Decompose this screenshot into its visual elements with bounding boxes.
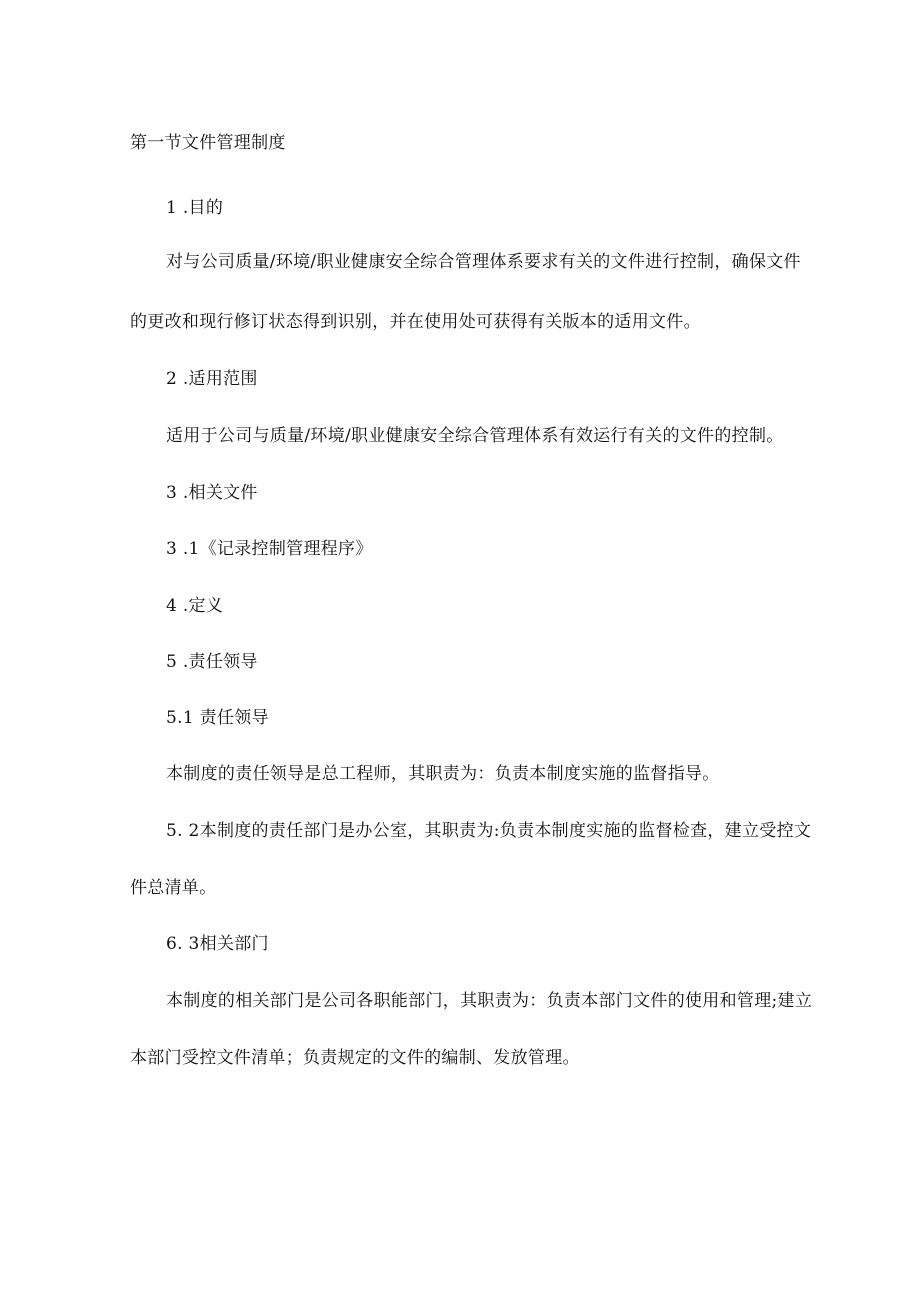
section-title: 第一节文件管理制度 — [130, 133, 286, 153]
paragraph-responsible-department-line-2: 件总清单。 — [130, 878, 217, 898]
subheading-responsible-leader: 5.1 责任领导 — [166, 708, 269, 728]
paragraph-related-departments-line-2: 本部门受控文件清单；负责规定的文件的编制、发放管理。 — [130, 1048, 580, 1068]
paragraph-purpose-line-1: 对与公司质量/环境/职业健康安全综合管理体系要求有关的文件进行控制，确保文件 — [166, 252, 801, 272]
subheading-related-departments: 6. 3相关部门 — [166, 934, 269, 954]
heading-purpose: 1 .目的 — [166, 198, 224, 218]
heading-responsible-leadership: 5 .责任领导 — [166, 652, 258, 672]
heading-definitions: 4 .定义 — [166, 596, 224, 616]
heading-related-documents: 3 .相关文件 — [166, 483, 258, 503]
item-related-document-1: 3 .1《记录控制管理程序》 — [166, 539, 373, 559]
paragraph-responsible-department-line-1: 5. 2本制度的责任部门是办公室，其职责为:负责本制度实施的监督检查，建立受控文 — [166, 821, 812, 841]
paragraph-purpose-line-2: 的更改和现行修订状态得到识别，并在使用处可获得有关版本的适用文件。 — [130, 312, 701, 332]
paragraph-responsible-leader: 本制度的责任领导是总工程师，其职责为：负责本制度实施的监督指导。 — [166, 764, 720, 784]
heading-scope: 2 .适用范围 — [166, 369, 258, 389]
paragraph-related-departments-line-1: 本制度的相关部门是公司各职能部门，其职责为：负责本部门文件的使用和管理;建立 — [166, 991, 813, 1011]
paragraph-scope: 适用于公司与质量/环境/职业健康安全综合管理体系有效运行有关的文件的控制。 — [166, 426, 784, 446]
